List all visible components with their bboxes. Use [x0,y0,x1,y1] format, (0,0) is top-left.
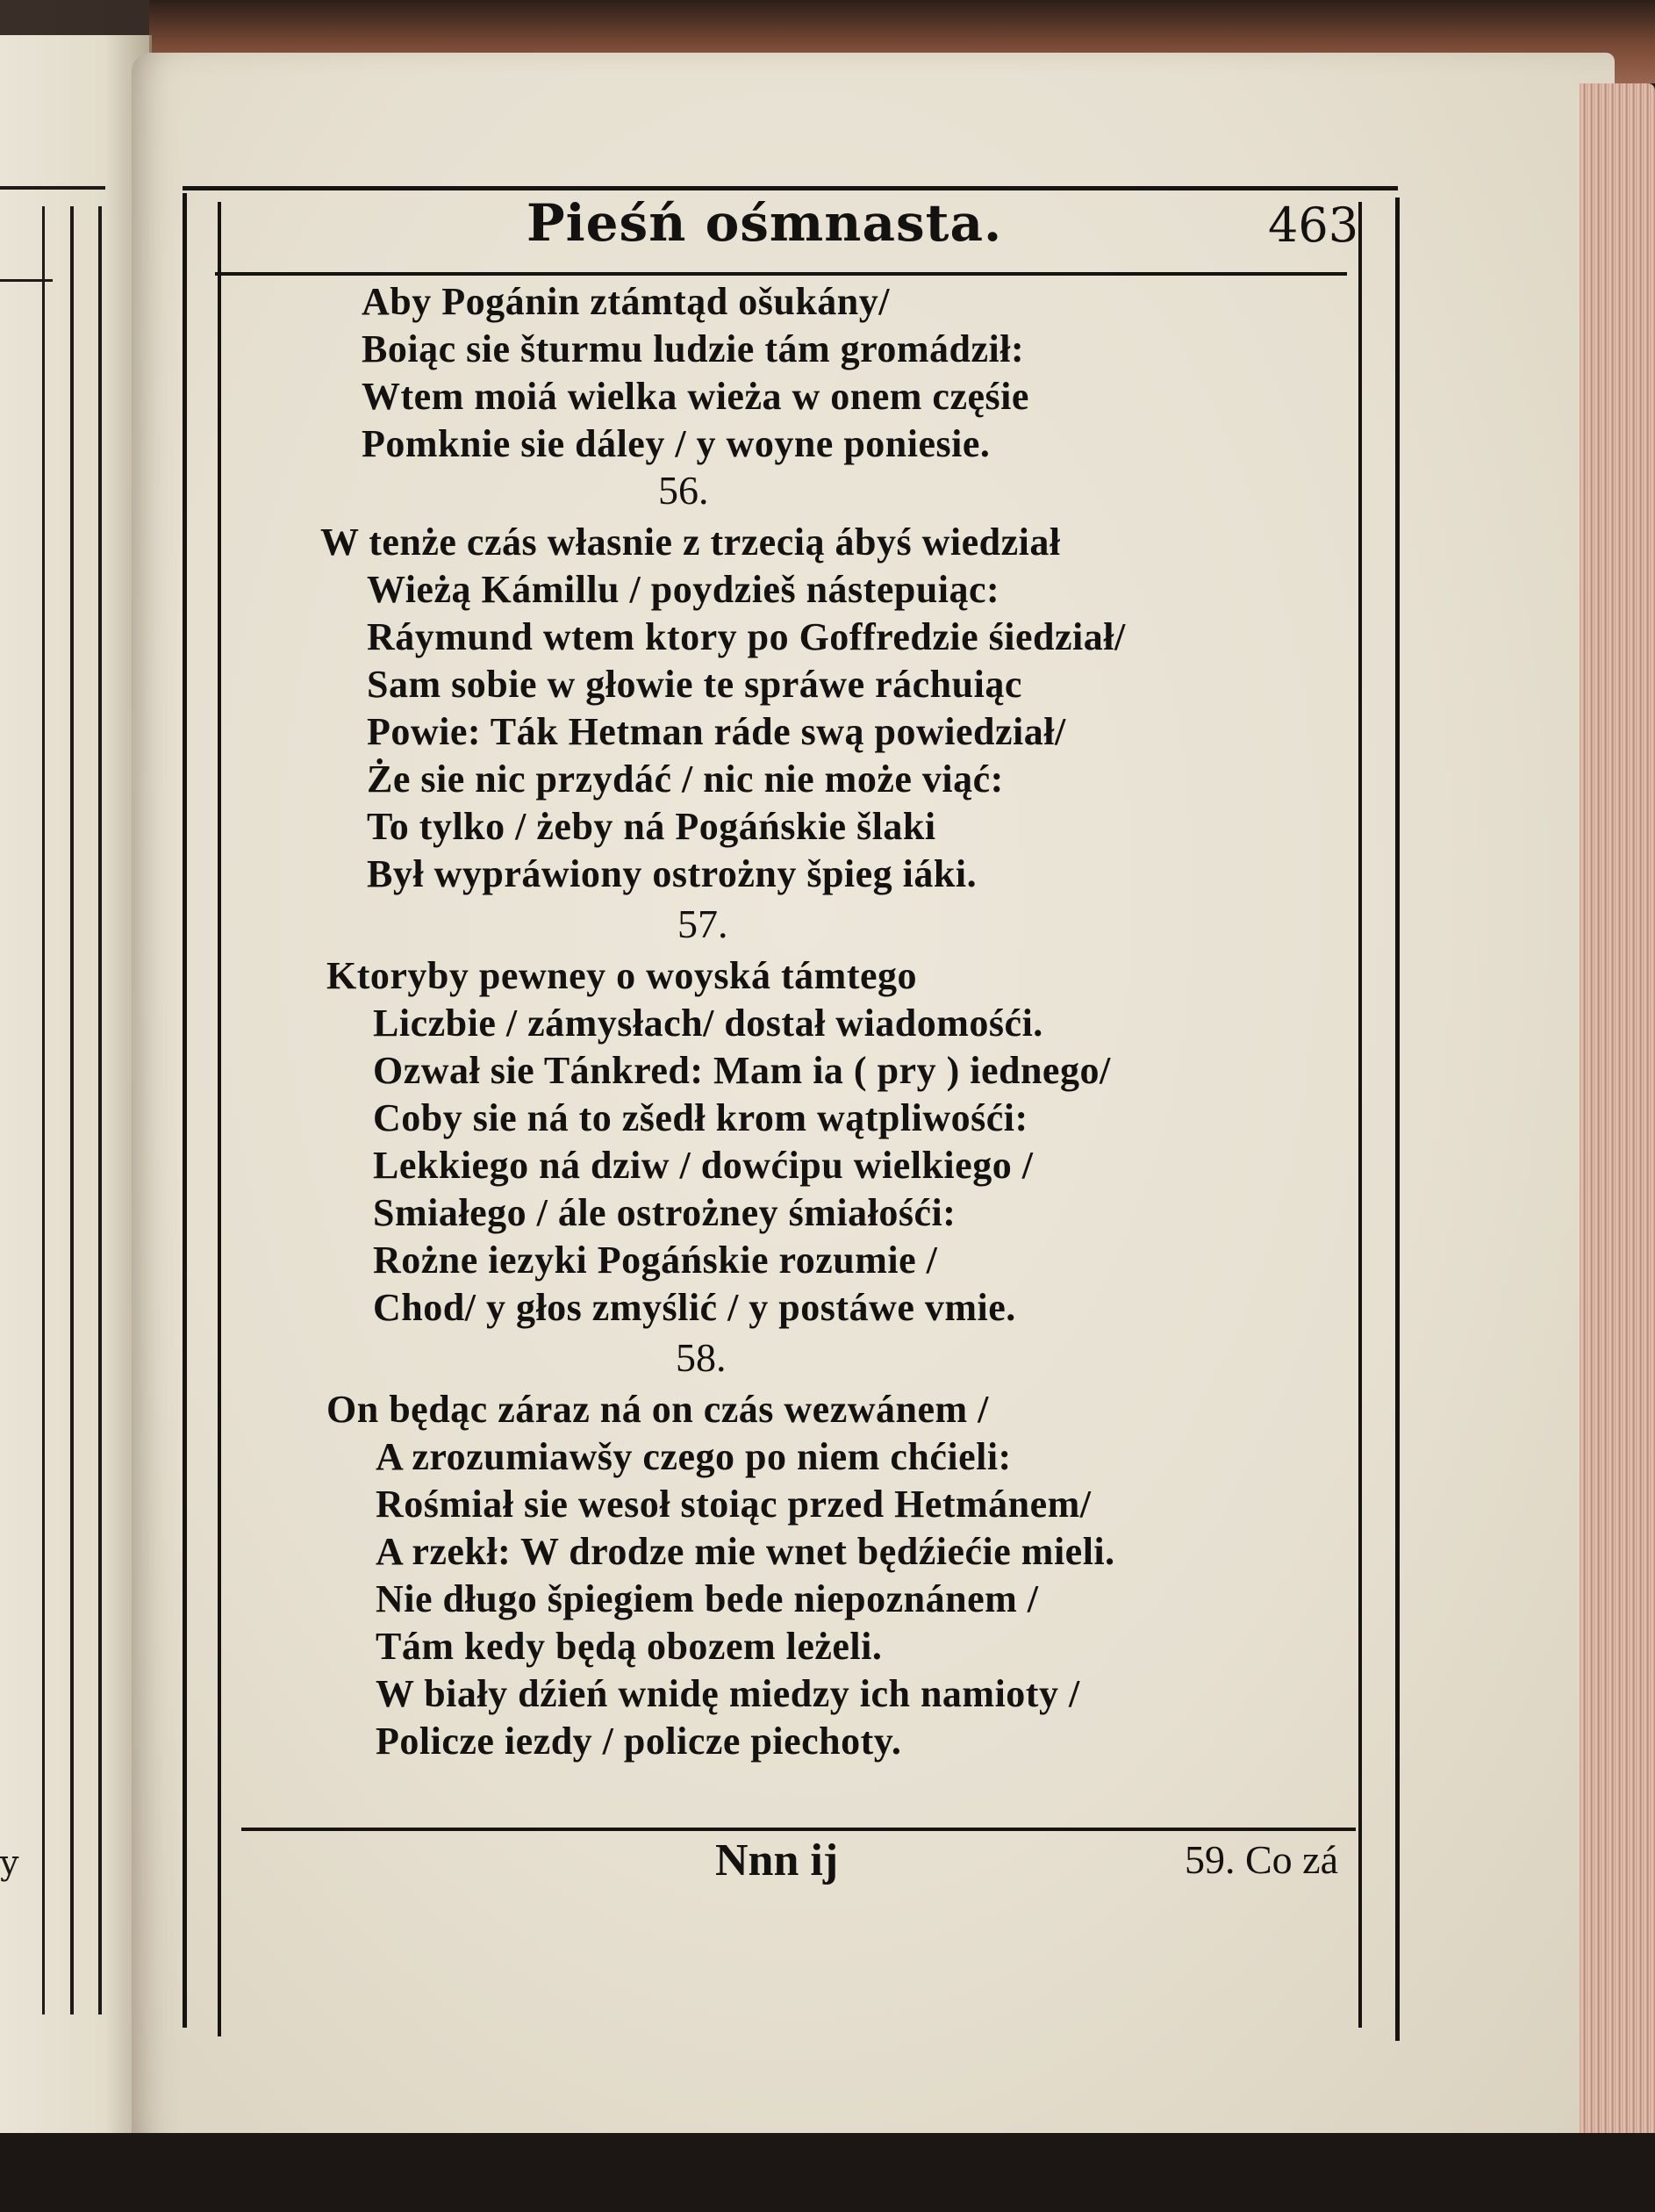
verse-line: A rzekł: W drodze mie wnet będźiećie mieli. [376,1530,1115,1573]
left-page-rule [0,186,105,190]
catchword: 59. Co zá [1185,1837,1339,1882]
verse-line: Policze iezdy / policze piechoty. [376,1720,902,1763]
verse-line: Sam sobie w głowie te spráwe ráchuiąc [367,663,1022,706]
verse-line: Wtem moiá wielka wieża w onem częśie [362,375,1029,418]
stanza-number: 56. [658,468,709,513]
left-page-fragment: y [0,1843,19,1882]
verse-line: W tenże czás własnie z trzecią ábyś wiedział [320,521,1061,564]
verse-line: Wieżą Kámillu / poydzieš nástepuiąc: [367,568,1000,611]
verse-line: Rożne iezyki Pogáńskie rozumie / [373,1239,938,1282]
frame-rule-right [1358,202,1362,2028]
verse-line: Liczbie / zámysłach/ dostał wiadomośći. [373,1002,1043,1045]
verse-line: Że sie nic przydáć / nic nie może viąć: [367,758,1004,801]
verse-line: Boiąc sie šturmu ludzie tám gromádził: [362,327,1025,370]
frame-rule-header [215,272,1347,276]
verse-line: Ktoryby pewney o woyská támtego [326,954,918,997]
verse-line: On będąc záraz ná on czás wezwánem / [326,1388,989,1431]
shadow [0,2133,1655,2212]
left-page [0,35,152,2133]
verse-line: Powie: Ták Hetman ráde swą powiedział/ [367,710,1066,753]
stanza-number: 58. [676,1335,727,1380]
left-page-rule [98,206,102,2014]
verse-line: Tám kedy będą obozem leżeli. [376,1625,883,1668]
verse-line: A zrozumiawšy czego po niem chćieli: [376,1435,1012,1478]
frame-rule-left [218,202,221,2036]
verse-line: Chod/ y głos zmyślić / y postáwe vmie. [373,1286,1016,1329]
running-head: Pieśń ośmnasta. [527,193,1003,253]
frame-rule-bottom [241,1828,1356,1831]
verse-line: Ozwał sie Tánkred: Mam ia ( pry ) iednego/ [373,1049,1111,1092]
verse-line: Lekkiego ná dziw / dowćipu wielkiego / [373,1144,1034,1187]
verse-line: Coby sie ná to zšedł krom wątpliwośći: [373,1096,1028,1139]
page-number: 463 [1268,198,1359,253]
verse-line: Był wypráwiony ostrożny špieg iáki. [367,852,978,895]
verse-line: Nie długo špiegiem bede niepoznánem / [376,1577,1039,1620]
signature-mark: Nnn ij [715,1835,839,1885]
verse-line: Pomknie sie dáley / y woyne poniesie. [362,422,991,465]
left-page-rule [70,206,74,2014]
verse-line: Aby Pogánin ztámtąd ošukány/ [362,280,891,323]
left-page-rule [0,279,53,282]
verse-line: Smiałego / ále ostrożney śmiałośći: [373,1191,956,1234]
stanza-number: 57. [677,901,728,946]
verse-line: Ráymund wtem ktory po Goffredzie śiedział/ [367,615,1126,658]
verse-line: Rośmiał sie wesoł stoiąc przed Hetmánem/ [376,1483,1092,1526]
page-edges [1580,83,1655,2172]
frame-rule-top [183,186,1398,190]
left-page-rule [42,206,45,2014]
verse-line: W biały dźień wnidę miedzy ich namioty / [376,1672,1080,1715]
verse-line: To tylko / żeby ná Pogáńskie šlaki [367,805,936,848]
frame-rule-right [1395,198,1400,2041]
frame-rule-left [183,193,187,2028]
